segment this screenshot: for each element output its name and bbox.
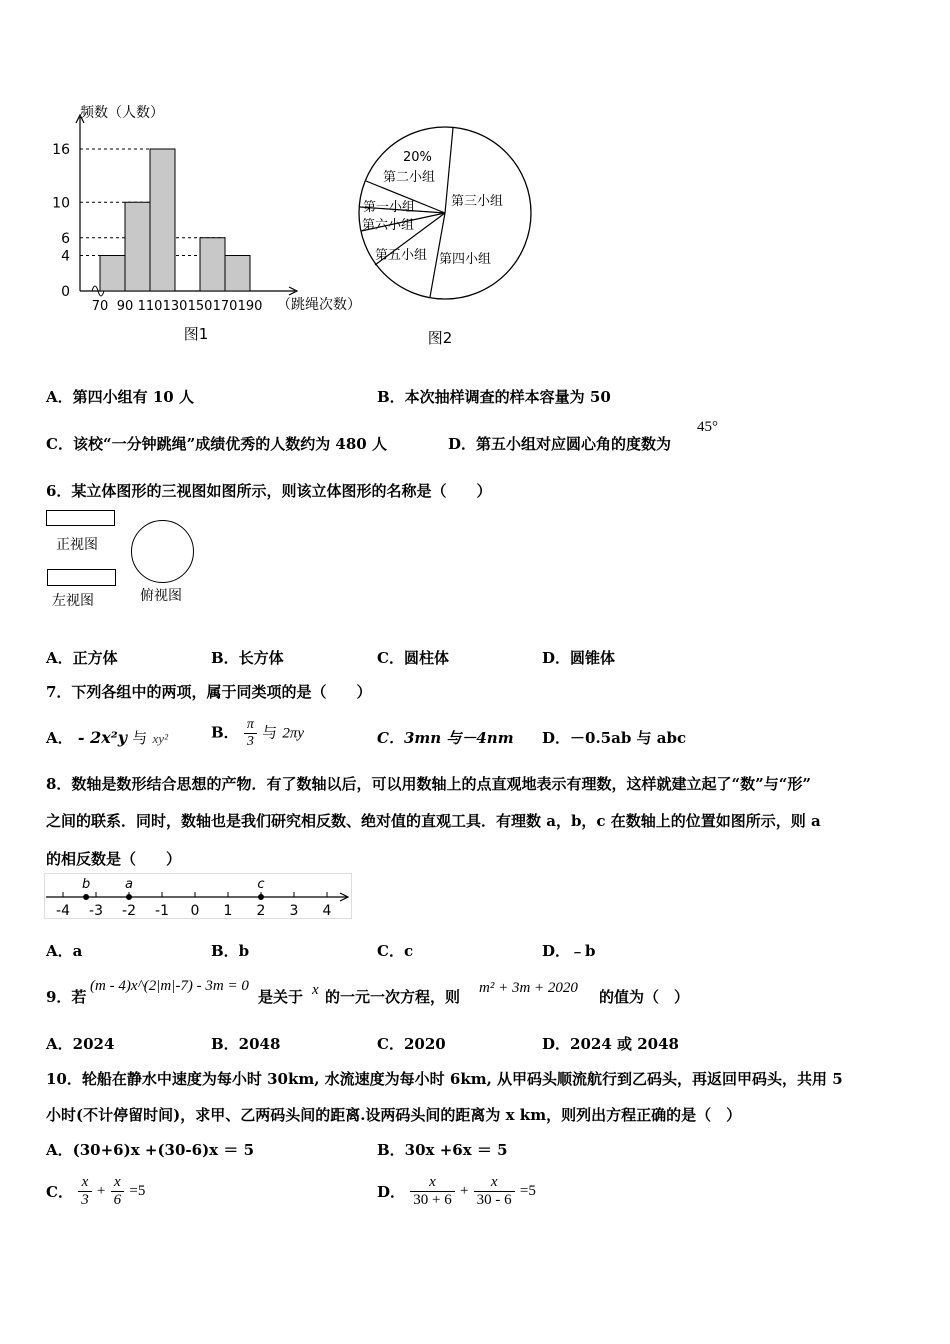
q8-option-a: A．a: [46, 942, 83, 960]
q7-b-with: 与: [262, 723, 278, 742]
fig1-xlabel: （跳绳次数）: [277, 297, 361, 313]
q10-line-1: 10．轮船在静水中速度为每小时 30km, 水流速度为每小时 6km, 从甲码头顺流航行到乙码头，再返回甲码头，共用 5: [46, 1070, 843, 1088]
fig1-caption: 图1: [183, 325, 209, 343]
q9-label: 9．若: [46, 988, 87, 1006]
y-tick-label: 16: [52, 142, 70, 158]
q7-option-c: C．3mn 与－4nm: [377, 729, 514, 747]
q6-stem: 6．某立体图形的三视图如图所示，则该立体图形的名称是（ ）: [46, 482, 492, 500]
axis-tick-label: 0: [190, 903, 200, 919]
point-a: [126, 894, 132, 900]
q7-stem: 7．下列各组中的两项，属于同类项的是（ ）: [46, 683, 372, 701]
pie-label-pct: 20%: [403, 150, 432, 165]
q10-d-frac1: [410, 1174, 454, 1209]
pie-figure: [355, 125, 535, 355]
q7-b-fraction: [244, 717, 257, 750]
y-tick-label: 6: [61, 230, 70, 247]
q10-d-rhs: =5: [519, 1183, 536, 1199]
axis-tick-label: 1: [223, 903, 233, 919]
q7-a-with: 与: [132, 729, 148, 747]
q6-option-b: B．长方体: [211, 649, 284, 667]
q7-b-num: π: [244, 717, 257, 734]
q6-option-a: A．正方体: [46, 649, 118, 667]
q10-c-frac1: [78, 1174, 92, 1209]
pie-label-g2: 第二小组: [383, 170, 436, 185]
left-view-label: 左视图: [52, 593, 94, 609]
point-label-b: b: [81, 877, 91, 892]
q7-a-expr1: - 2x²y: [77, 728, 128, 747]
q7-option-a: [46, 727, 168, 748]
x-tick-label: 90: [116, 299, 134, 314]
point-label-c: c: [257, 877, 265, 892]
point-b: [83, 894, 89, 900]
q6-option-c: C．圆柱体: [377, 649, 449, 667]
x-tick-label: 150: [187, 299, 213, 314]
q5-option-a: A．第四小组有 10 人: [46, 388, 194, 406]
q10-option-c: C． $\frac{x}{3}$ + $\frac{x}{6}$ =5: [46, 1174, 146, 1208]
left-view-rect: [47, 569, 116, 586]
y-tick-label: 4: [61, 248, 70, 265]
histogram-bar: [225, 256, 250, 292]
axis-tick-label: -1: [155, 903, 169, 919]
q8-line-1: 8．数轴是数形结合思想的产物．有了数轴以后，可以用数轴上的点直观地表示有理数，这样就建立起了“数”与“形”: [46, 775, 811, 793]
q9-expr: m² + 3m + 2020: [479, 980, 578, 996]
fig2-caption: 图2: [427, 329, 453, 347]
fig1-ylabel: 频数（人数）: [80, 105, 164, 121]
q10-option-a: A．(30+6)x +(30-6)x ＝ 5: [46, 1141, 255, 1159]
q8-option-b: B．b: [211, 942, 250, 960]
front-view-label: 正视图: [56, 537, 98, 553]
q5-option-b: B．本次抽样调查的样本容量为 50: [377, 388, 611, 406]
q10-option-b: B．30x +6x ＝ 5: [377, 1141, 508, 1159]
q9-option-b: B．2048: [211, 1035, 281, 1053]
histogram-bar: [100, 256, 125, 292]
q9-mid: 是关于: [258, 988, 304, 1006]
x-tick-label: 130: [162, 299, 188, 314]
q9-option-a: A．2024: [46, 1035, 115, 1053]
q10-d-frac2: [474, 1174, 515, 1209]
q10-c-frac2: [111, 1174, 125, 1209]
histogram-bar: [125, 202, 150, 291]
q9-mid2: 的一元一次方程，则: [325, 988, 461, 1006]
histogram-bar: [150, 149, 175, 291]
q9-var: x: [312, 982, 319, 998]
histogram-bar: [200, 238, 225, 291]
q10-c-n2: x: [111, 1174, 125, 1192]
pie-label-g1: 第一小组: [363, 200, 416, 215]
top-view-label: 俯视图: [140, 588, 182, 604]
x-tick-label: 170: [212, 299, 238, 314]
q7-a-expr2: xy²: [152, 731, 168, 746]
point-label-a: a: [125, 877, 133, 892]
pie-label-g4: 第四小组: [439, 252, 492, 267]
q10-d-d2: 30 - 6: [476, 1192, 512, 1208]
q10-d-n1: x: [410, 1174, 454, 1192]
q5-option-d: D．第五小组对应圆心角的度数为: [448, 435, 672, 453]
q10-c-rhs: =5: [129, 1183, 146, 1199]
q10-option-d: D． $\frac{x}{30 + 6}$ + $\frac{x}{30 - 6}$ =5: [377, 1174, 536, 1208]
q8-line-2: 之间的联系．同时，数轴也是我们研究相反数、绝对值的直观工具．有理数 a，b，c 在数轴上的位置如图所示，则 a: [46, 812, 821, 830]
q5-option-d-value: 45°: [697, 419, 718, 435]
histogram-figure: [40, 95, 370, 355]
q7-option-d: D．－0.5ab 与 abc: [542, 729, 687, 747]
q10-c-label: C．: [46, 1183, 73, 1201]
point-c: [258, 894, 264, 900]
q5-option-c: C．该校“一分钟跳绳”成绩优秀的人数约为 480 人: [46, 435, 387, 453]
q9-equation: (m - 4)x^(2|m|-7) - 3m = 0: [90, 978, 249, 994]
q10-c-d1: 3: [81, 1192, 89, 1208]
q8-option-d: D．﹣b: [542, 942, 596, 960]
q10-c-n1: x: [78, 1174, 92, 1192]
pie-label-g5: 第五小组: [375, 248, 428, 263]
x-tick-label: 110: [137, 299, 163, 314]
q10-c-d2: 6: [113, 1192, 122, 1208]
pie-label-g6: 第六小组: [362, 218, 415, 233]
number-line: [44, 873, 354, 921]
axis-tick-label: -2: [122, 903, 136, 919]
pie-label-g3: 第三小组: [451, 194, 504, 209]
q10-line-2: 小时(不计停留时间)，求甲、乙两码头间的距离.设两码头间的距离为 x km，则列出方程正确的是（ ）: [46, 1106, 742, 1124]
x-tick-label: 190: [237, 299, 263, 314]
q10-d-n2: x: [474, 1174, 515, 1192]
q7-b-expr2: 2πy: [282, 725, 305, 742]
x-tick-label: 70: [91, 299, 109, 314]
front-view-rect: [46, 510, 115, 526]
q9-tail: 的值为（ ）: [599, 988, 690, 1006]
q7-a-label: A．: [46, 729, 73, 747]
y-tick-label: 10: [52, 195, 70, 212]
axis-tick-label: -3: [89, 903, 103, 919]
y-tick-label: 0: [61, 284, 70, 300]
q8-option-c: C．c: [377, 942, 414, 960]
q7-b-den: 3: [246, 734, 254, 749]
q7-option-b: [211, 717, 304, 750]
axis-tick-label: 2: [256, 903, 266, 919]
q10-d-d1: 30 + 6: [413, 1192, 452, 1208]
q10-d-label: D．: [377, 1183, 406, 1201]
q6-option-d: D．圆锥体: [542, 649, 616, 667]
top-view-circle: [131, 520, 194, 583]
q9-option-c: C．2020: [377, 1035, 446, 1053]
q8-line-3: 的相反数是（ ）: [46, 850, 182, 868]
axis-tick-label: 4: [322, 903, 332, 919]
q7-b-label: B．: [211, 723, 239, 742]
q9-option-d: D．2024 或 2048: [542, 1035, 679, 1053]
axis-tick-label: -4: [56, 903, 70, 919]
axis-tick-label: 3: [289, 903, 299, 919]
